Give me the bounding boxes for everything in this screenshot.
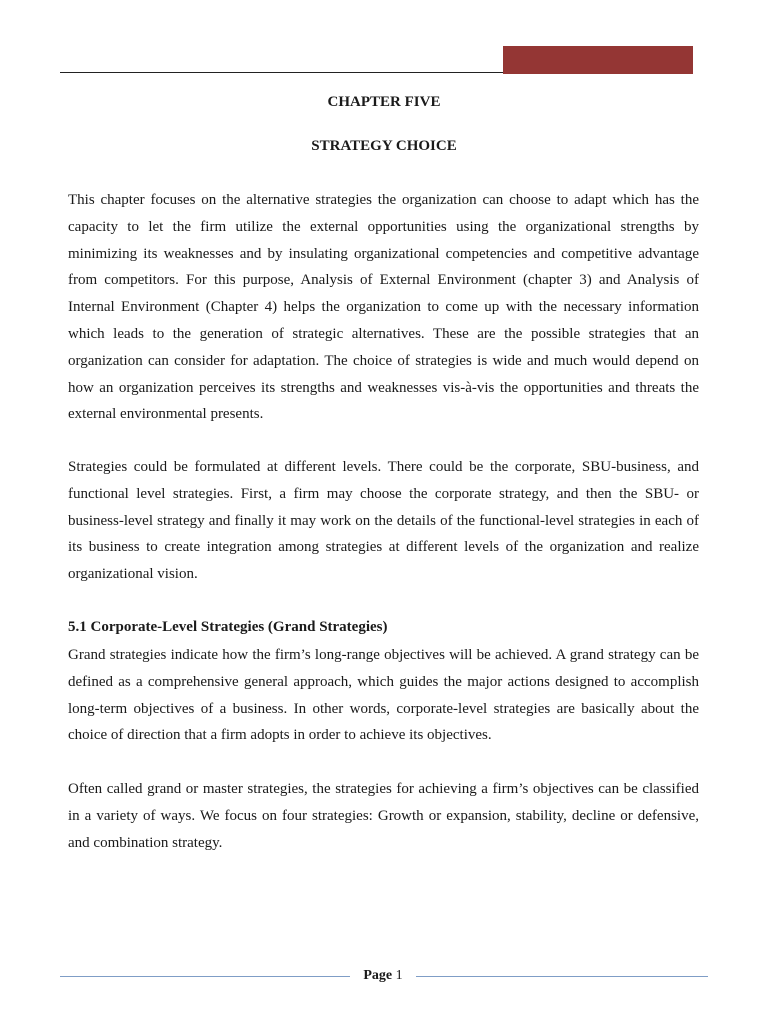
header-accent-block (503, 46, 693, 74)
classification-paragraph: Often called grand or master strategies, the strategies for achieving a firm’s objectives can be classified in a variety of ways. We focus on four strategies: Growth or expansion, stability, decline or defensive, and combination strategy. (68, 781, 699, 851)
page-number-value: 1 (395, 968, 403, 983)
header-rule (60, 72, 503, 73)
chapter-title: CHAPTER FIVE (327, 94, 441, 110)
footer-rule-left (60, 976, 350, 977)
page-number (350, 968, 416, 984)
levels-paragraph: Strategies could be formulated at different levels. There could be the corporate, SBU-business, and functional level strategies. First, a firm may choose the corporate strategy, and then the SBU- or business-level strategy and finally it may work on the details of the functional-level strategies in each of its business to create integration among strategies at different levels of the organization and realize organizational vision. (68, 459, 699, 583)
subsection-heading: 5.1 Corporate-Level Strategies (Grand Strategies) (68, 619, 388, 635)
footer-rule-right (416, 976, 708, 977)
section-title: STRATEGY CHOICE (311, 138, 457, 154)
page-label: Page (363, 968, 393, 983)
intro-paragraph: This chapter focuses on the alternative strategies the organization can choose to adapt which has the capacity to let the firm utilize the external opportunities using the organizational strengths by minimizing its weaknesses and by insulating organizational competencies and competitive advantage from competitors. For this purpose, Analysis of External Environment (chapter 3) and Analysis of Internal Environment (Chapter 4) helps the organization to come up with the necessary information which leads to the generation of strategic alternatives. These are the possible strategies that an organization can consider for adaptation. The choice of strategies is wide and much would depend on how an organization perceives its strengths and weaknesses vis-à-vis the opportunities and threats the external environmental presents. (68, 192, 699, 423)
grand-strategies-paragraph: Grand strategies indicate how the firm’s long-range objectives will be achieved. A grand strategy can be defined as a comprehensive general approach, which guides the major actions designed to accomplish long-term objectives of a business. In other words, corporate-level strategies are basically about the choice of direction that a firm adopts in order to achieve its objectives. (68, 647, 699, 744)
